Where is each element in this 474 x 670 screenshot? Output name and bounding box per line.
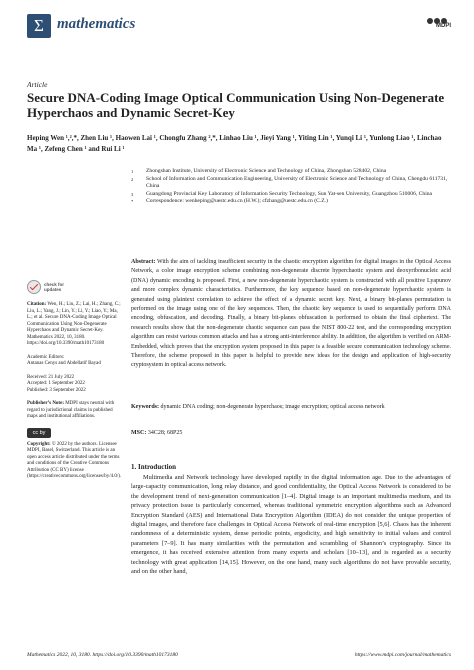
affiliations [131, 168, 451, 206]
paper-title: Secure DNA-Coding Image Optical Communication Using Non-Degenerate Hyperchaos and Dynamic Secret-Key [27, 90, 445, 120]
affiliation-2: 2 School of Information and Communication Engineering, University of Electronic Science and Technology of China, Chengdu 611731, China [131, 175, 448, 189]
footer-journal-link[interactable]: https://www.mdpi.com/journal/mathematics [354, 652, 451, 658]
citation: Citation: Wen, H.; Liu, Z.; Lai, H.; Zhang, C.; Liu, L.; Yang, J.; Lin, Y.; Li, Y.; Liao, Y.; Ma, L.; et al. Secure DNA-Coding Image Optical Communication Using Non-Degenerate Hyperchaos and Dynamic Secret-Key. Mathematics 2022, 10, 3180. https://doi.org/10.3390/math10173180 [27, 302, 121, 346]
check-for-updates-button[interactable]: check for updates [27, 280, 122, 294]
section-heading: 1. Introduction [131, 463, 176, 471]
dates: Received: 21 July 2022 Accepted: 1 September 2022 Published: 3 September 2022 [27, 374, 86, 393]
journal-name[interactable]: mathematics [57, 16, 136, 32]
academic-editors: Academic Editors: Antanas Cenys and Abdellatif Bayad [27, 354, 101, 366]
footer-citation[interactable]: Mathematics 2022, 10, 3180. https://doi.org/10.3390/math10173180 [27, 652, 178, 658]
copyright: Copyright: © 2022 by the authors. Licensee MDPI, Basel, Switzerland. This article is an open access article distributed under the terms and conditions of the Creative Commons Attribution (CC BY) license (https://creativecommons.org/licenses/by/4.0/). [27, 441, 122, 479]
author-list: Heping Wen ¹,²,*, Zhen Liu ¹, Haowen Lai ¹, Chongfu Zhang ²,*, Linhao Liu ¹, Jieyi Yang ¹, Yiting Lin ¹, Yunqi Li ¹, Yunlong Liao ¹, Linchao Ma ¹, Zefeng Chen ¹ and Rui Li ¹ [27, 134, 442, 153]
affiliation-1: 1 Zhongshan Institute, University of Electronic Science and Technology of China, Zhongshan 528402, China [131, 168, 387, 174]
publisher-note: Publisher’s Note: MDPI stays neutral with regard to jurisdictional claims in published maps and institutional affiliations. [27, 401, 115, 419]
journal-header [27, 14, 451, 38]
cc-license-icon[interactable]: cc by [27, 428, 51, 438]
article-type: Article [27, 80, 48, 89]
journal-logo: Σ [27, 14, 51, 38]
intro-paragraph: Multimedia and Network technology have developed rapidly in the digital information age. Due to the advantages of large-capacity communication, long relay distance, and good confidentiality, the Optical Access Network is considered to be the development trend of next-generation communication [1–4]. Digital image is an important multimedia medium, and its privacy protection issue is particularly concerned, whereas traditional symmetric encryption algorithms such as Advanced Encryption Standard (AES) and International Data Encryption Algorithm (IDEA) do not consider the unique properties of digital images, and therefore face challenges in Optical Access Network of real-time encryption [5,6]. Chaos has the inherent randomness of a deterministic system, dense periodic points, ergodicity, and high sensitivity to initial values and control parameters [7–9]. It has many similarities with the permutation and scrambling of Shannon’s cryptography. Since its emergence, it has received extensive attention from many experts and scholars [10–13], and is regarded as a security technology with great application [14,15]. However, on the one hand, many such algorithms do not have provable security, and on the other hand, [131, 474, 451, 576]
check-updates-icon [27, 280, 41, 294]
msc-codes: MSC: 34C28; 68P25 [131, 430, 183, 436]
page-footer [27, 652, 451, 658]
abstract-label: Abstract: [131, 259, 156, 265]
keywords: Keywords: dynamic DNA coding; non-degenerate hyperchaos; image encryption; optical access network [131, 404, 385, 410]
introduction [131, 473, 451, 576]
publisher-name: MDPI [436, 23, 451, 29]
abstract-text: With the aim of tackling insufficient security in the chaotic encryption algorithm for digital images in the Optical Access Network, a color image encryption scheme combining non-degenerate discrete hyperchaotic system and deoxyribonucleic acid (DNA) dynamic encoding is proposed. First, a new non-degenerate hyperchaotic system is constructed with all positive Lyapunov and more complex dynamic characteristics. Furthermore, the key sequence based on non-degenerate hyperchaotic system is generated using plaintext correlation to achieve the effect of a dynamic secret key. Next, a binary bit-planes permutation is performed on the image using one of the key sequences. Then, the chaotic key sequence is used to sequentially perform DNA encoding, obfuscation, and decoding. Finally, a binary bit-planes obfuscation is performed to obtain the final ciphertext. The research results show that the non-degenerate chaotic sequence can pass the NIST 800-22 test, and the corresponding encryption algorithm can resist various common attacks and has a strong anti-interference ability. In addition, the algorithm is verified on ARM-Embedded, which proves that the encryption system proposed in this paper is a feasible secure communication technology scheme. Therefore, the scheme proposed in this paper is helpful to provide new ideas for the design and application of high-security cryptosystem in optical access network. [131, 259, 451, 369]
abstract [131, 258, 451, 371]
sidebar [27, 280, 122, 488]
correspondence: * Correspondence: wenheping@uestc.edu.cn (H.W.); cfzhang@uestc.edu.cn (C.Z.) [131, 198, 328, 204]
affiliation-3: 3 Guangdong Provincial Key Laboratory of Information Security Technology, Sun Yat-sen University, Guangzhou 510006, China [131, 190, 433, 197]
